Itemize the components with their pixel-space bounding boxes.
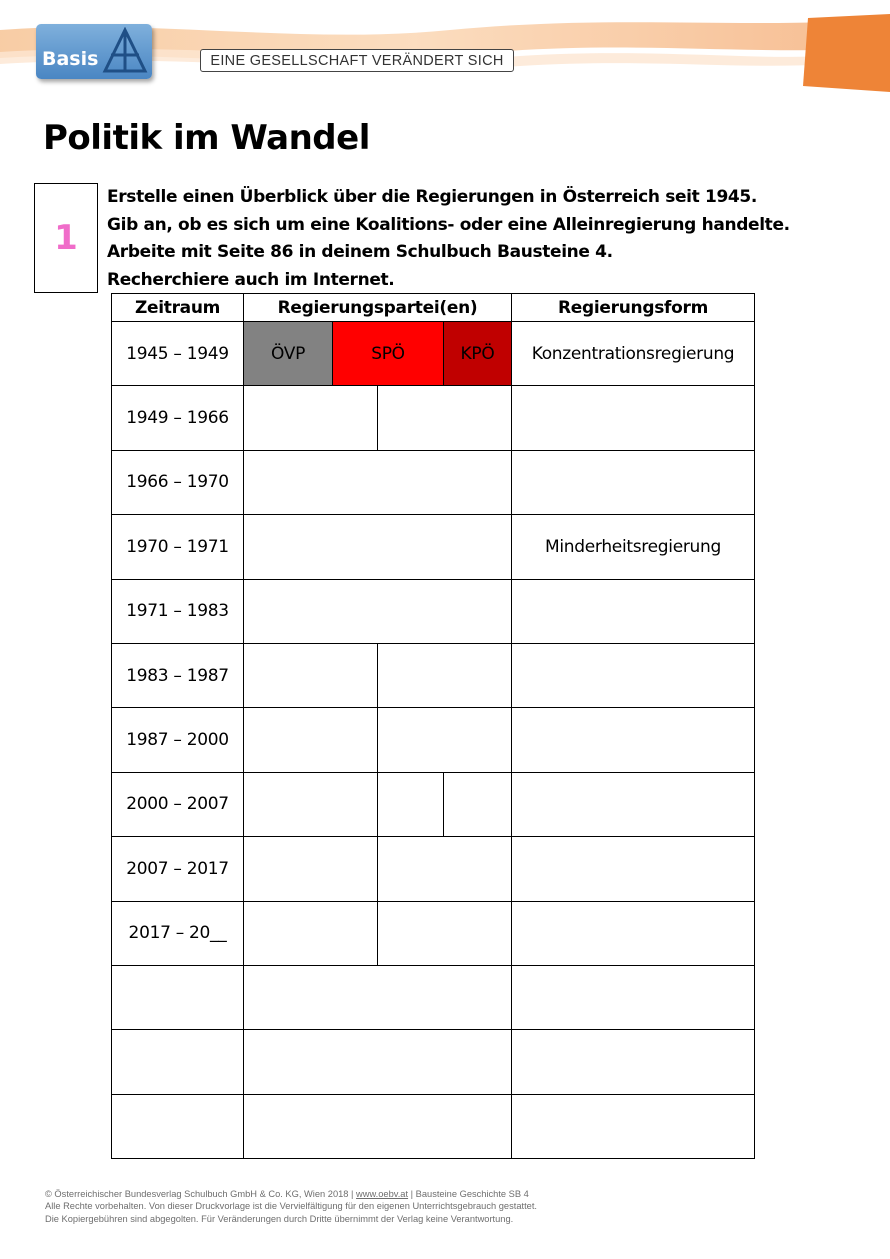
table-row bbox=[112, 837, 755, 901]
publisher-link[interactable]: www.oebv.at bbox=[356, 1189, 409, 1199]
column-header-form: Regierungsform bbox=[512, 294, 755, 322]
form-cell[interactable] bbox=[512, 1030, 755, 1094]
form-cell[interactable] bbox=[512, 450, 755, 514]
footer bbox=[45, 1188, 537, 1225]
party-cell[interactable] bbox=[244, 643, 378, 707]
table-row bbox=[112, 1094, 755, 1158]
period-cell: 1949 – 1966 bbox=[112, 386, 244, 450]
table-row bbox=[112, 515, 755, 579]
party-cell[interactable] bbox=[244, 1030, 512, 1094]
form-cell[interactable] bbox=[512, 772, 755, 836]
table-row bbox=[112, 708, 755, 772]
party-cell[interactable] bbox=[244, 772, 378, 836]
table-row bbox=[112, 772, 755, 836]
party-cell[interactable] bbox=[444, 772, 512, 836]
footer-line-1 bbox=[45, 1188, 537, 1200]
party-cell-spo: SPÖ bbox=[333, 322, 444, 386]
period-cell[interactable] bbox=[112, 1030, 244, 1094]
section-label: EINE GESELLSCHAFT VERÄNDERT SICH bbox=[200, 49, 514, 72]
party-cell[interactable] bbox=[378, 772, 444, 836]
logo-text: Basis bbox=[42, 48, 99, 70]
table-row bbox=[112, 965, 755, 1029]
party-cell[interactable] bbox=[244, 515, 512, 579]
party-cell[interactable] bbox=[378, 386, 512, 450]
column-header-period: Zeitraum bbox=[112, 294, 244, 322]
table-row bbox=[112, 450, 755, 514]
period-cell: 1983 – 1987 bbox=[112, 643, 244, 707]
table-row bbox=[112, 579, 755, 643]
table-row bbox=[112, 322, 755, 386]
form-cell[interactable] bbox=[512, 837, 755, 901]
party-cell[interactable] bbox=[244, 708, 378, 772]
party-cell[interactable] bbox=[244, 386, 378, 450]
task-number: 1 bbox=[34, 183, 98, 293]
party-cell-ovp: ÖVP bbox=[244, 322, 333, 386]
form-cell[interactable] bbox=[512, 708, 755, 772]
form-cell: Minderheitsregierung bbox=[512, 515, 755, 579]
period-cell[interactable] bbox=[112, 965, 244, 1029]
column-header-parties: Regierungspartei(en) bbox=[244, 294, 512, 322]
party-cell[interactable] bbox=[378, 643, 512, 707]
table-row bbox=[112, 901, 755, 965]
form-cell[interactable] bbox=[512, 386, 755, 450]
party-cell[interactable] bbox=[244, 450, 512, 514]
period-cell: 1970 – 1971 bbox=[112, 515, 244, 579]
period-cell: 2017 – 20__ bbox=[112, 901, 244, 965]
form-cell[interactable] bbox=[512, 965, 755, 1029]
footer-line-3: Die Kopiergebühren sind abgegolten. Für Veränderungen durch Dritte übernimmt der Verlag keine Verantwortung. bbox=[45, 1213, 514, 1224]
form-cell[interactable] bbox=[512, 643, 755, 707]
party-cell[interactable] bbox=[244, 837, 378, 901]
table-header-row bbox=[112, 294, 755, 322]
period-cell: 2000 – 2007 bbox=[112, 772, 244, 836]
party-cell[interactable] bbox=[244, 1094, 512, 1158]
party-cell[interactable] bbox=[244, 901, 378, 965]
party-cell-kpo: KPÖ bbox=[444, 322, 512, 386]
government-table bbox=[111, 293, 755, 1159]
footer-book: | Bausteine Geschichte SB 4 bbox=[408, 1189, 529, 1199]
form-cell[interactable] bbox=[512, 901, 755, 965]
instruction-line: Recherchiere auch im Internet. bbox=[107, 269, 395, 290]
triangle-logo-icon bbox=[102, 27, 148, 75]
party-cell[interactable] bbox=[378, 708, 512, 772]
party-cell[interactable] bbox=[378, 901, 512, 965]
period-cell: 1971 – 1983 bbox=[112, 579, 244, 643]
party-cell[interactable] bbox=[378, 837, 512, 901]
period-cell: 2007 – 2017 bbox=[112, 837, 244, 901]
period-cell: 1966 – 1970 bbox=[112, 450, 244, 514]
table-row bbox=[112, 643, 755, 707]
period-cell: 1987 – 2000 bbox=[112, 708, 244, 772]
form-cell: Konzentrationsregierung bbox=[512, 322, 755, 386]
period-cell[interactable] bbox=[112, 1094, 244, 1158]
table-row bbox=[112, 386, 755, 450]
form-cell[interactable] bbox=[512, 579, 755, 643]
instruction-line: Gib an, ob es sich um eine Koalitions- oder eine Alleinregierung handelte. bbox=[107, 214, 790, 235]
task-instructions bbox=[107, 184, 790, 294]
table-row bbox=[112, 1030, 755, 1094]
page-title: Politik im Wandel bbox=[43, 118, 370, 158]
instruction-line: Arbeite mit Seite 86 in deinem Schulbuch Bausteine 4. bbox=[107, 242, 613, 262]
footer-copyright: © Österreichischer Bundesverlag Schulbuch GmbH & Co. KG, Wien 2018 | bbox=[45, 1189, 357, 1199]
party-cell[interactable] bbox=[244, 965, 512, 1029]
publisher-logo bbox=[36, 24, 152, 79]
form-cell[interactable] bbox=[512, 1094, 755, 1158]
instruction-line: Erstelle einen Überblick über die Regierungen in Österreich seit 1945. bbox=[107, 187, 757, 207]
period-cell: 1945 – 1949 bbox=[112, 322, 244, 386]
footer-line-2: Alle Rechte vorbehalten. Von dieser Druckvorlage ist die Vervielfältigung für den eigenen Unterrichtsgebrauch gestattet. bbox=[45, 1201, 537, 1212]
party-cell[interactable] bbox=[244, 579, 512, 643]
